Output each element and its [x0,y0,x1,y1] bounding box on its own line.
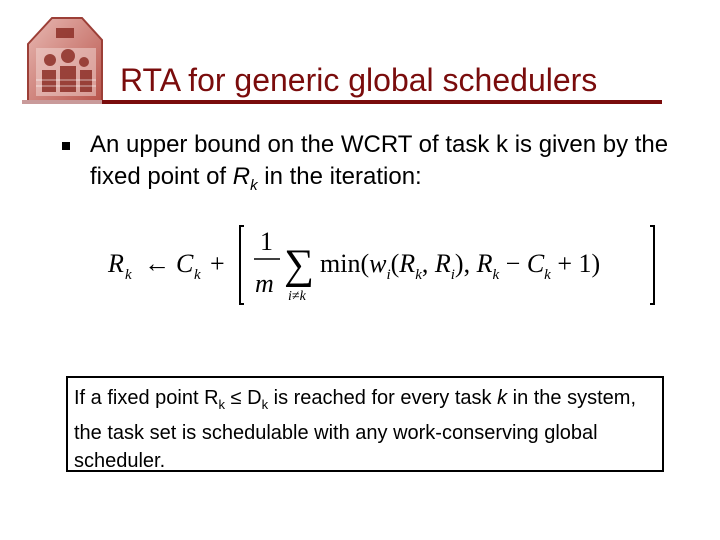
formula-numerator: 1 [260,227,273,256]
formula-sum-sub: i≠k [288,289,306,304]
schedulability-note-box [66,376,664,472]
formula-r-k-sub: k [415,267,422,283]
bullet-var-sub: k [250,176,258,194]
formula-minus: − [499,249,527,278]
note-text-3: is reached for every task [268,387,498,409]
note-text-2: ≤ D [225,387,262,409]
formula-c-k2: C [526,249,545,278]
formula-min: min( [320,249,370,278]
formula-args-open: ( [390,249,400,278]
formula-min-body [320,249,600,283]
formula-right-bracket [650,226,654,304]
bullet-text-after: in the iteration: [257,163,422,190]
formula-plus: + [210,249,225,278]
title-rule [102,100,662,104]
formula-args-close: ), [454,249,477,278]
formula-c: C [176,249,194,278]
bullet-text [90,129,700,202]
bullet-square-icon [62,142,70,150]
formula-arrow: ← [144,249,170,278]
formula-left-bracket [240,226,244,304]
formula-r-k: R [399,249,416,278]
title-rule-left [22,100,102,104]
note-k: k [497,387,508,409]
formula-sum: ∑ [284,242,314,288]
rta-formula [104,222,664,308]
formula-lhs: R [108,249,124,278]
formula-w-sub: i [386,267,391,283]
formula-w: w [369,249,387,278]
slide-title: RTA for generic global schedulers [120,62,598,98]
formula-c-k2-sub: k [544,267,551,283]
bullet-var-r: R [232,163,251,190]
formula-denominator: m [255,269,274,298]
formula-r-i-sub: i [450,267,455,283]
formula-r-i: R [434,249,451,278]
formula-r-k2-sub: k [492,267,500,283]
note-sub-2: k [261,397,269,412]
formula-comma: , [421,249,435,278]
note-text-1: If a fixed point R [74,387,219,409]
formula-tail: + 1) [550,249,601,278]
bullet-text-before: An upper bound on the WCRT of task k is given by the fixed point of [90,131,669,190]
note-text-4: in the system, the task set is schedulable with any work-conserving global scheduler. [74,387,636,472]
formula-r-k2: R [476,249,493,278]
university-logo-icon [22,14,108,106]
note-sub-1: k [218,397,226,412]
formula-lhs-sub: k [125,267,132,283]
formula-c-sub: k [194,267,201,283]
